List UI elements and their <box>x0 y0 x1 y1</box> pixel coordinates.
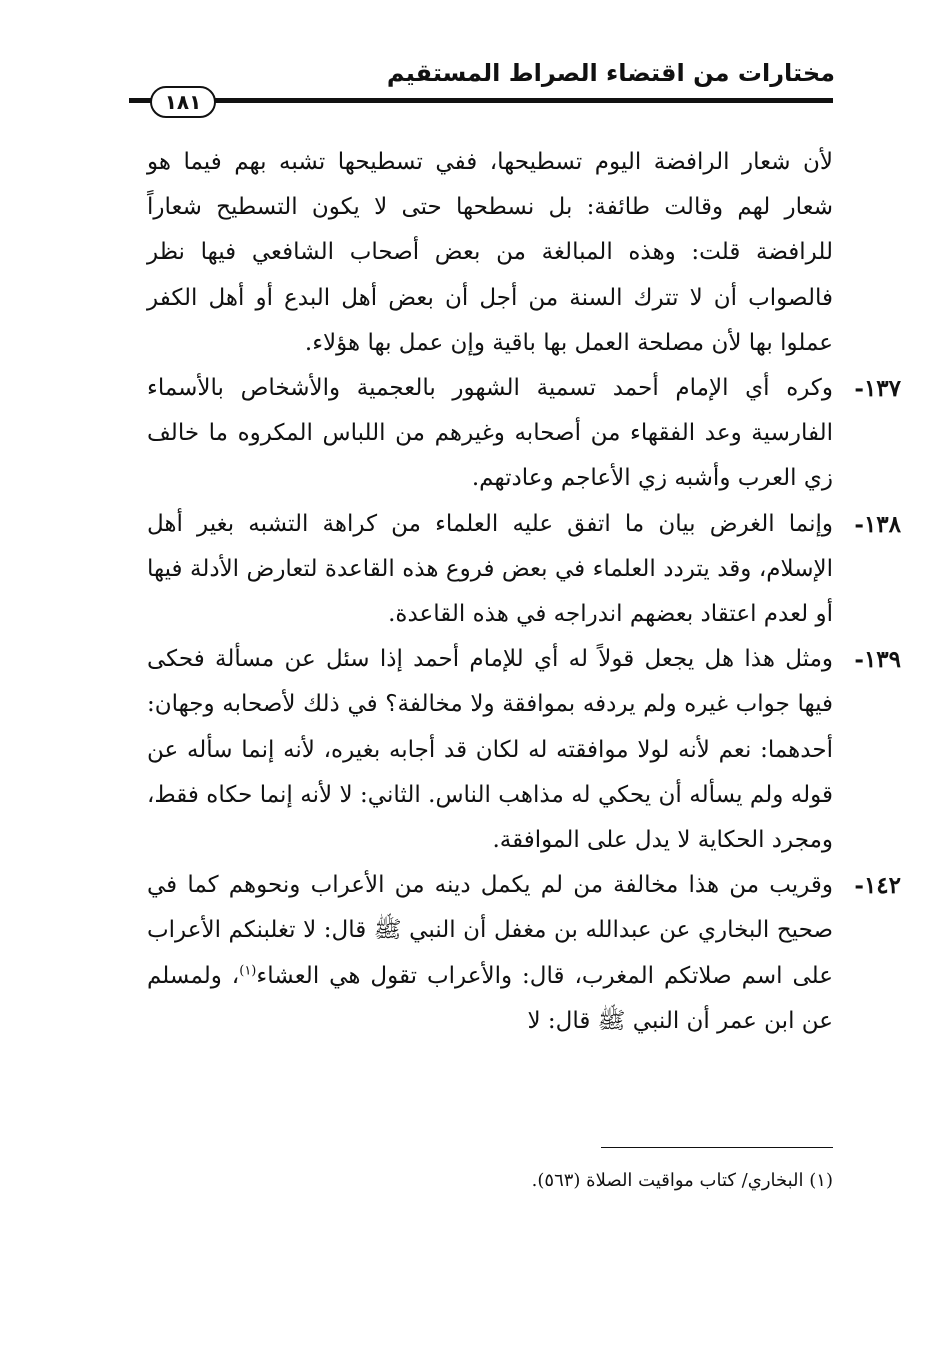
item-text <box>147 863 833 1044</box>
item-text: وإنما الغرض بيان ما اتفق عليه العلماء من كراهة التشبه بغير أهل الإسلام، وقد يتردد العلماء في بعض فروع هذه القاعدة لتعارض الأدلة فيها أو لعدم اعتقاد بعضهم اندراجه في هذه القاعدة. <box>147 510 833 628</box>
intro-paragraph: لأن شعار الرافضة اليوم تسطيحها، ففي تسطيحها تشبه بهم فيما هو شعار لهم وقالت طائفة: بل نسطحها حتى لا يكون التسطيح شعاراً للرافضة قلت: وهذه المبالغة من بعض أصحاب الشافعي فيها نظر فالصواب أن لا تترك السنة من أجل أن بعض أهل البدع أو أهل الكفر عملوا بها لأن مصلحة العمل بها باقية وإن عمل بها هؤلاء. <box>147 149 833 356</box>
item-number: ١٣٩- <box>854 646 901 674</box>
numbered-item <box>147 502 901 638</box>
item-number: ١٤٢- <box>854 872 901 900</box>
item-text: ومثل هذا هل يجعل قولاً له أي للإمام أحمد إذا سئل عن مسألة فحكى فيها جواب غيره ولم يردفه بموافقة ولا مخالفة؟ في ذلك لأصحابه وجهان: أحدهما: نعم لأنه لولا موافقته له لكان قد أجابه بغيره، لأنه إنما سأله عن قوله ولم يسأله أن يحكي له مذاهب الناس. الثاني: لا لأنه إنما حكاه فقط، ومجرد الحكاية لا يدل على الموافقة. <box>147 646 833 854</box>
numbered-item <box>147 863 901 1044</box>
numbered-item <box>147 366 901 502</box>
footnote-rule <box>601 1147 833 1148</box>
header-rule <box>129 98 833 103</box>
item-number: ١٣٨- <box>854 510 901 538</box>
footnote: (١) البخاري/ كتاب مواقيت الصلاة (٥٦٣). <box>531 1170 833 1191</box>
item-text-part: وقريب من هذا مخالفة من لم يكمل دينه من الأعراب ونحوهم كما في صحيح البخاري عن عبدالله بن مغفل أن النبي ﷺ قال: لا تغلبنكم الأعراب على اسم صلاتكم المغرب، قال: والأعراب تقول هي العشاء <box>147 872 833 989</box>
running-header-title: مختارات من اقتضاء الصراط المستقيم <box>386 59 835 87</box>
item-number: ١٣٧- <box>854 375 901 403</box>
footnote-ref: (١) <box>239 963 257 978</box>
item-text-part: ، ولمسلم عن ابن عمر أن النبي ﷺ قال: لا <box>147 962 833 1034</box>
body-text <box>147 140 901 1044</box>
numbered-item <box>147 637 901 863</box>
item-text: وكره أي الإمام أحمد تسمية الشهور بالعجمية والأشخاص بالأسماء الفارسية وعد الفقهاء من أصحابه وغيرهم من اللباس المكروه ما خالف زي العرب وأشبه زي الأعاجم وعادتهم. <box>147 375 833 492</box>
page-number-badge: ١٨١ <box>150 86 216 118</box>
